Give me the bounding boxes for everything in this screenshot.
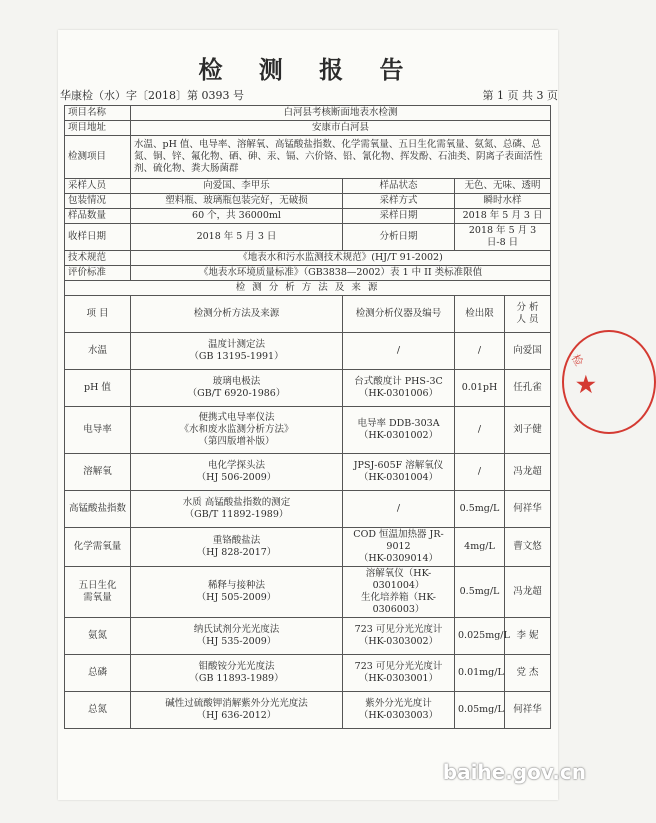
method-source: 便携式电导率仪法 《水和废水监测分析方法》 （第四版增补版） [131,407,343,454]
report-page [58,30,558,800]
method-limit: / [455,333,505,370]
method-row [65,454,551,491]
pair-label-left: 包装情况 [65,194,131,209]
info-label: 项目地址 [65,121,131,136]
info-pair-row [65,209,551,224]
info-pair-row [65,194,551,209]
method-item: 氨氮 [65,618,131,655]
method-analyst: 党 杰 [505,655,551,692]
info-label: 检测项目 [65,136,131,179]
method-analyst: 曹文悠 [505,528,551,567]
method-row [65,333,551,370]
method-item: 高锰酸盐指数 [65,491,131,528]
method-instrument: / [343,333,455,370]
method-item: pH 值 [65,370,131,407]
method-analyst: 何祥华 [505,692,551,729]
method-source: 水质 高锰酸盐指数的测定 （GB/T 11892-1989） [131,491,343,528]
method-source: 电化学探头法 （HJ 506-2009） [131,454,343,491]
method-instrument: 电导率 DDB-303A （HK-0301002） [343,407,455,454]
method-source: 玻璃电极法 （GB/T 6920-1986） [131,370,343,407]
header-instrument: 检测分析仪器及编号 [343,296,455,333]
method-row [65,692,551,729]
method-item: 溶解氧 [65,454,131,491]
method-row [65,567,551,618]
method-instrument: 723 可见分光光度计 （HK-0303001） [343,655,455,692]
method-limit: 4mg/L [455,528,505,567]
info-pair-row [65,224,551,251]
method-item: 五日生化 需氧量 [65,567,131,618]
method-row [65,528,551,567]
norm-label: 评价标准 [65,266,131,281]
section-title: 检 测 分 析 方 法 及 来 源 [65,281,551,296]
header-method: 检测分析方法及来源 [131,296,343,333]
method-row [65,491,551,528]
method-limit: 0.01mg/L [455,655,505,692]
method-limit: 0.5mg/L [455,491,505,528]
method-source: 重铬酸盐法 （HJ 828-2017） [131,528,343,567]
method-row [65,618,551,655]
info-row [65,136,551,179]
method-instrument: / [343,491,455,528]
report-title: 检 测 报 告 [198,56,418,84]
norm-label: 技术规范 [65,251,131,266]
pair-value-left: 向爱国、李甲乐 [131,179,343,194]
header-analyst: 分 析 人 员 [505,296,551,333]
methods-header-row [65,296,551,333]
method-limit: 0.025mg/L [455,618,505,655]
info-label: 项目名称 [65,106,131,121]
method-analyst: 任孔雀 [505,370,551,407]
method-analyst: 向爱国 [505,333,551,370]
pair-label-left: 收样日期 [65,224,131,251]
info-value: 白河县考核断面地表水检测 [131,106,551,121]
method-limit: 0.05mg/L [455,692,505,729]
method-item: 化学需氧量 [65,528,131,567]
report-table [64,105,551,729]
norm-row [65,266,551,281]
method-row [65,407,551,454]
pair-value-left: 60 个，共 36000ml [131,209,343,224]
method-source: 碱性过硫酸钾消解紫外分光光度法 （HJ 636-2012） [131,692,343,729]
method-source: 纳氏试剂分光光度法 （HJ 535-2009） [131,618,343,655]
pair-label-left: 采样人员 [65,179,131,194]
method-instrument: 溶解氧仪（HK-0301004） 生化培养箱（HK-0306003） [343,567,455,618]
pair-label-right: 分析日期 [343,224,455,251]
method-instrument: 台式酸度计 PHS-3C （HK-0301006） [343,370,455,407]
method-limit: 0.5mg/L [455,567,505,618]
red-seal-stamp: 检 ★ [562,330,656,434]
method-source: 温度计测定法 （GB 13195-1991） [131,333,343,370]
method-row [65,655,551,692]
method-item: 电导率 [65,407,131,454]
info-value: 安康市白河县 [131,121,551,136]
norm-value: 《地表水环境质量标准》（GB3838—2002）表 1 中 II 类标准限值 [131,266,551,281]
method-source: 稀释与接种法 （HJ 505-2009） [131,567,343,618]
page-indicator: 第 1 页 共 3 页 [482,89,558,102]
method-analyst: 李 妮 [505,618,551,655]
pair-label-left: 样品数量 [65,209,131,224]
method-instrument: 紫外分光光度计 （HK-0303003） [343,692,455,729]
method-analyst: 冯龙超 [505,567,551,618]
method-item: 总氮 [65,692,131,729]
header-item: 项 目 [65,296,131,333]
pair-value-right: 瞬时水样 [455,194,551,209]
norm-value: 《地表水和污水监测技术规范》(HJ/T 91-2002) [131,251,551,266]
pair-label-right: 样品状态 [343,179,455,194]
method-item: 总磷 [65,655,131,692]
method-analyst: 冯龙超 [505,454,551,491]
method-instrument: JPSJ-605F 溶解氧仪 （HK-0301004） [343,454,455,491]
info-value: 水温、pH 值、电导率、溶解氧、高锰酸盐指数、化学需氧量、五日生化需氧量、氨氮、总磷、总氮、铜、锌、氟化物、硒、砷、汞、镉、六价铬、铅、氰化物、挥发酚、石油类、阴离子表面活性剂、硫化物、粪大肠菌群 [131,136,551,179]
site-watermark: baihe.gov.cn [442,760,586,784]
header-limit: 检出限 [455,296,505,333]
pair-value-left: 2018 年 5 月 3 日 [131,224,343,251]
pair-value-left: 塑料瓶、玻璃瓶包装完好，无破损 [131,194,343,209]
method-analyst: 何祥华 [505,491,551,528]
info-pair-row [65,179,551,194]
pair-label-right: 采样方式 [343,194,455,209]
report-number: 华康检（水）字〔2018〕第 0393 号 [60,89,244,102]
norm-row [65,251,551,266]
pair-value-right: 2018 年 5 月 3 日 [455,209,551,224]
method-row [65,370,551,407]
info-row [65,121,551,136]
method-source: 钼酸铵分光光度法 （GB 11893-1989） [131,655,343,692]
info-row [65,106,551,121]
pair-label-right: 采样日期 [343,209,455,224]
method-limit: / [455,454,505,491]
method-analyst: 刘子健 [505,407,551,454]
method-instrument: COD 恒温加热器 JR-9012 （HK-0309014） [343,528,455,567]
method-instrument: 723 可见分光光度计 （HK-0303002） [343,618,455,655]
method-item: 水温 [65,333,131,370]
method-limit: / [455,407,505,454]
pair-value-right: 2018 年 5 月 3 日-8 日 [455,224,551,251]
report-header-line [60,87,558,103]
method-limit: 0.01pH [455,370,505,407]
pair-value-right: 无色、无味、透明 [455,179,551,194]
